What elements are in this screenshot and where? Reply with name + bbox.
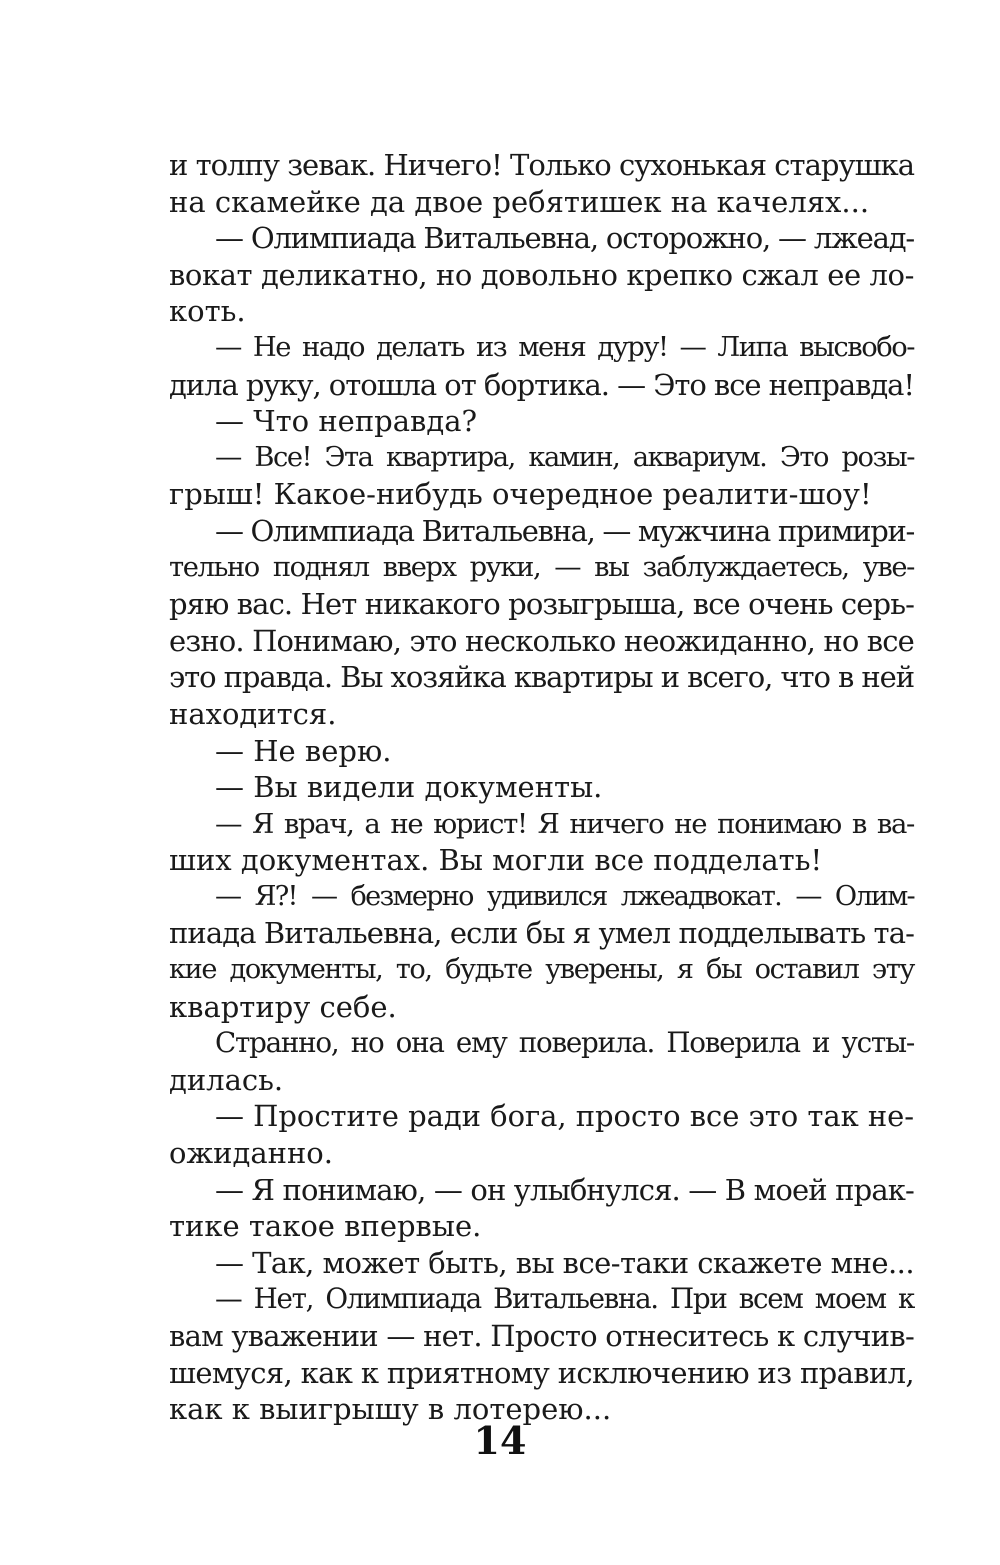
text-line: — Я?! — безмерно удивился лжеадвокат. — Олим-	[215, 880, 914, 912]
text-line: — Что неправда?	[215, 404, 478, 439]
body-text	[169, 147, 914, 1428]
text-line: вокат деликатно, но довольно крепко сжал ее ло-	[169, 257, 914, 292]
text-line: шемуся, как к приятному исключению из правил,	[169, 1355, 914, 1390]
text-line: — Так, может быть, вы все-таки скажете мне...	[215, 1245, 914, 1280]
text-line: — Нет, Олимпиада Витальевна. При всем моем к	[215, 1282, 914, 1316]
text-line: дила руку, отошла от бортика. — Это все неправда!	[169, 367, 914, 402]
text-line: — Не надо делать из меня дуру! — Липа высвобо-	[215, 331, 914, 363]
text-line: коть.	[169, 294, 246, 329]
text-line: кие документы, то, будьте уверены, я бы оставил эту	[169, 954, 914, 986]
text-line: ряю вас. Нет никакого розыгрыша, все очень серь-	[169, 587, 914, 622]
text-line: на скамейке да двое ребятишек на качелях...	[169, 184, 870, 219]
text-line: пиада Витальевна, если бы я умел подделывать та-	[169, 916, 914, 951]
text-line: Странно, но она ему поверила. Поверила и усты-	[215, 1026, 914, 1060]
text-line: езно. Понимаю, это несколько неожиданно, но все	[169, 623, 914, 658]
text-line: — Я врач, а не юрист! Я ничего не понимаю в ва-	[215, 807, 914, 840]
text-line: дилась.	[169, 1062, 284, 1097]
text-line: ших документах. Вы могли все подделать!	[169, 843, 823, 878]
page-number: 14	[473, 1418, 527, 1463]
text-line: — Все! Эта квартира, камин, аквариум. Это розы-	[215, 441, 914, 473]
text-line: — Олимпиада Витальевна, осторожно, — лжеад-	[215, 221, 914, 256]
text-line: ожиданно.	[169, 1136, 333, 1171]
text-line: — Не верю.	[215, 733, 392, 768]
text-line: вам уважении — нет. Просто отнеситесь к случив-	[169, 1319, 914, 1353]
text-line: — Простите ради бога, просто все это так не-	[215, 1099, 914, 1134]
text-line: и толпу зевак. Ничего! Только сухонькая старушка	[169, 148, 914, 182]
text-line: тике такое впервые.	[169, 1209, 482, 1244]
text-line: тельно поднял вверх руки, — вы заблуждаетесь, уве-	[169, 551, 914, 583]
text-line: как к выигрышу в лотерею...	[169, 1392, 612, 1427]
text-line: грыш! Какое-нибудь очередное реалити-шоу!	[169, 477, 872, 512]
text-line: это правда. Вы хозяйка квартиры и всего, что в ней	[169, 660, 914, 695]
text-line: находится.	[169, 696, 337, 731]
text-line: — Я понимаю, — он улыбнулся. — В моей прак-	[215, 1172, 914, 1207]
text-line: — Вы видели документы.	[215, 770, 603, 805]
text-line: — Олимпиада Витальевна, — мужчина примири-	[215, 513, 914, 548]
text-line: квартиру себе.	[169, 989, 397, 1024]
